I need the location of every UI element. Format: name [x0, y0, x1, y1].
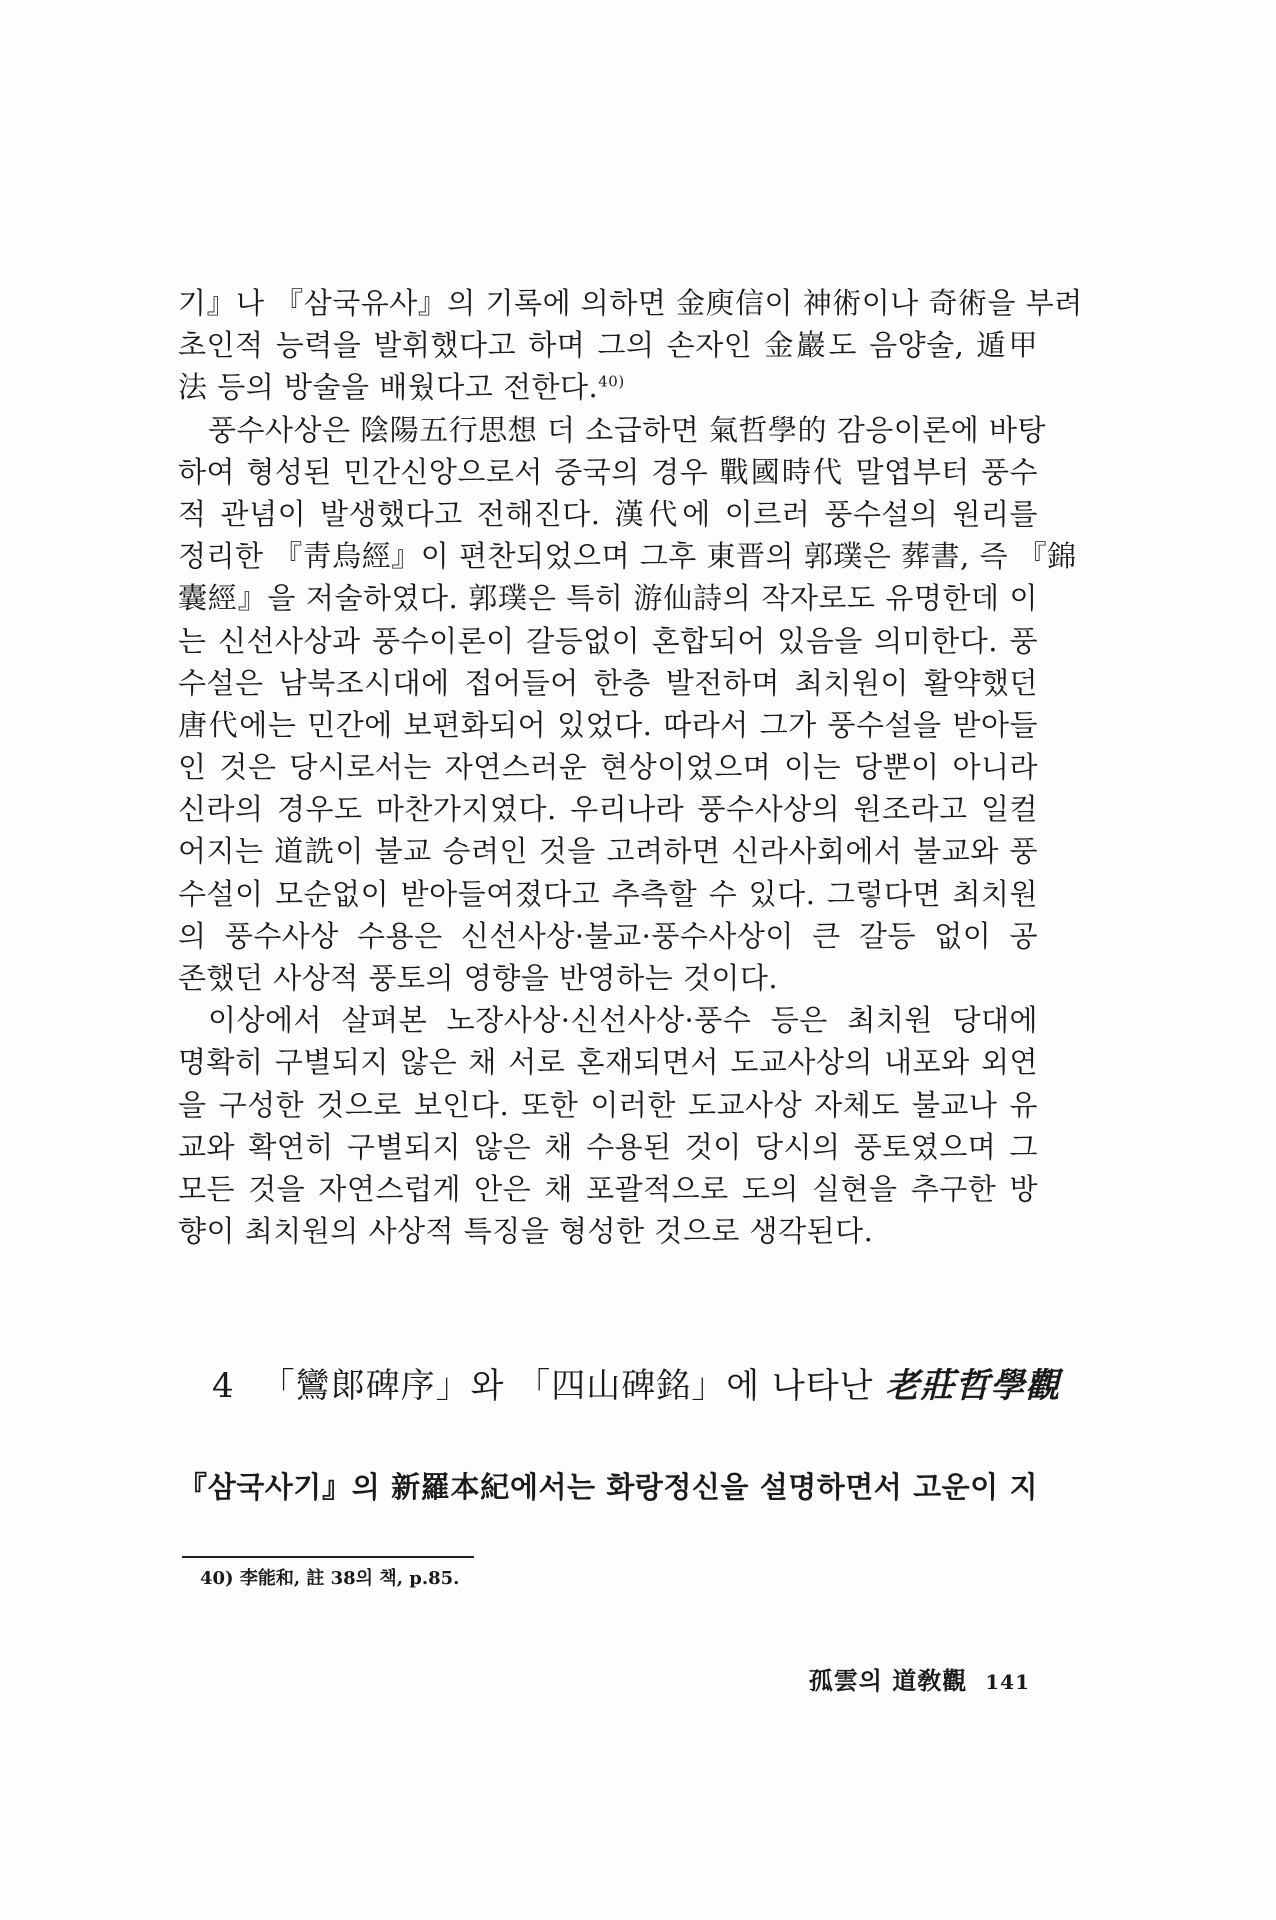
- body-line-17: 존했던 사상적 풍토의 영향을 반영하는 것이다.: [178, 961, 779, 995]
- body-line-3: [178, 366, 1038, 408]
- body-line-21: 교와 확연히 구별되지 않은 채 수용된 것이 당시의 풍토였으며 그: [178, 1129, 1038, 1164]
- body-line-2: 초인적 능력을 발휘했다고 하며 그의 손자인 金巖도 음양술, 遁甲: [178, 328, 1038, 363]
- body-line-15: 수설이 모순없이 받아들여졌다고 추측할 수 있다. 그렇다면 최치원: [178, 876, 1038, 911]
- body-line-14: 어지는 道詵이 불교 승려인 것을 고려하면 신라사회에서 불교와 풍: [178, 834, 1038, 869]
- footnote-divider: [182, 1556, 474, 1558]
- body-line-7: 정리한 『靑烏經』이 편찬되었으며 그후 東晋의 郭璞은 葬書, 즉 『錦: [178, 539, 1077, 574]
- running-footer: [809, 1666, 1030, 1697]
- section-title-hanja: 老莊哲學觀: [885, 1366, 1061, 1406]
- body-line-10: 수설은 남북조시대에 접어들어 한층 발전하며 최치원이 활약했던: [178, 665, 1038, 700]
- running-title: 孤雲의 道敎觀: [808, 1666, 968, 1695]
- body-line-19: 명확히 구별되지 않은 채 서로 혼재되면서 도교사상의 내포와 외연: [178, 1045, 1038, 1080]
- section-title: 「鸞郞碑序」와 「四山碑銘」에 나타난: [260, 1366, 874, 1406]
- body-line-11: 唐代에는 민간에 보편화되어 있었다. 따라서 그가 풍수설을 받아들: [178, 707, 1038, 742]
- body-text: [178, 282, 1083, 1252]
- body-line-20: 을 구성한 것으로 보인다. 또한 이러한 도교사상 자체도 불교나 유: [178, 1087, 1038, 1122]
- body-line-3-text: 法 등의 방술을 배웠다고 전한다.: [178, 370, 599, 405]
- page-number: 141: [985, 1670, 1030, 1694]
- body-line-9: 는 신선사상과 풍수이론이 갈등없이 혼합되어 있음을 의미한다. 풍: [178, 623, 1038, 658]
- body-line-22: 모든 것을 자연스럽게 안은 채 포괄적으로 도의 실현을 추구한 방: [178, 1171, 1038, 1206]
- body-line-12: 인 것은 당시로서는 자연스러운 현상이었으며 이는 당뿐이 아니라: [178, 750, 1038, 785]
- section-number: 4: [212, 1366, 235, 1406]
- footnote-reference: 40): [598, 372, 625, 391]
- body-line-5: 하여 형성된 민간신앙으로서 중국의 경우 戰國時代 말엽부터 풍수: [178, 454, 1038, 489]
- body-line-16: 의 풍수사상 수용은 신선사상·불교·풍수사상이 큰 갈등 없이 공: [178, 918, 1038, 953]
- footnote: 40) 李能和, 註 38의 책, p.85.: [200, 1568, 460, 1589]
- body-line-23: 향이 최치원의 사상적 특징을 형성한 것으로 생각된다.: [178, 1214, 874, 1249]
- body-line-4: 풍수사상은 陰陽五行思想 더 소급하면 氣哲學的 감응이론에 바탕: [208, 412, 1047, 447]
- body-line-1: 기』나 『삼국유사』의 기록에 의하면 金庾信이 神術이나 奇術을 부려: [178, 286, 1083, 320]
- section-heading: [212, 1364, 1061, 1408]
- body-line-8: 囊經』을 저술하였다. 郭璞은 특히 游仙詩의 작자로도 유명한데 이: [178, 581, 1038, 616]
- body-line-6: 적 관념이 발생했다고 전해진다. 漢代에 이르러 풍수설의 원리를: [178, 496, 1038, 531]
- body-line-18: 이상에서 살펴본 노장사상·신선사상·풍수 등은 최치원 당대에: [208, 1003, 1038, 1038]
- section-first-line: 『삼국사기』의 新羅本紀에서는 화랑정신을 설명하면서 고운이 지: [178, 1470, 1038, 1504]
- body-line-13: 신라의 경우도 마찬가지였다. 우리나라 풍수사상의 원조라고 일컬: [178, 792, 1038, 827]
